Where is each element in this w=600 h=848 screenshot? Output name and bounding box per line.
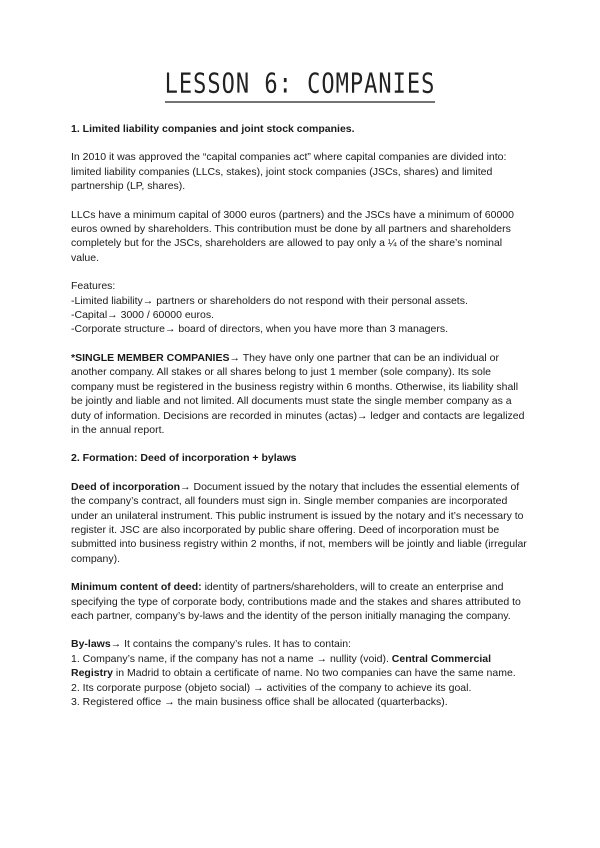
section1-paragraph-2: LLCs have a minimum capital of 3000 euros (partners) and the JSCs have a minimum of 60000 euros owned by shareholders. This contribution must be done by all partners and shareholders completely but for the JSCs, shareholders are allowed to pay only a ¼ of the share’s nominal value. [71,208,514,264]
section1-paragraph-1: In 2010 it was approved the “capital companies act” where capital companies are divided into: limited liability companies (LLCs, stakes), joint stock companies (JSCs, shares) and limited partnership (LP, shares). [71,151,507,193]
single-member-paragraph [71,351,531,437]
central-registry-term: Central Commercial Registry [71,652,491,680]
document-body [71,122,531,709]
bylaws-item-1: 1. Company’s name, if the company has not a name → nullity (void). Central Commercial Registry in Madrid to obtain a certificate of name. No two companies can have the same name. [71,652,516,680]
page-title [0,69,600,100]
bylaws-term: By-laws [71,638,111,651]
section1-heading: 1. Limited liability companies and joint stock companies. [71,123,355,135]
single-member-term: *SINGLE MEMBER COMPANIES [71,351,230,364]
features-label: Features: [71,280,116,293]
feature-item: -Corporate structure→ board of directors, when you have more than 3 managers. [71,323,449,336]
minimum-content-text: identity of partners/shareholders, will to create an enterprise and specifying the type of corporate body, contributions made and the stakes and shares attributed to each partner, company’s by-laws and the identity of the person initially managing the company. [71,581,521,622]
deed-term: Deed of incorporation [71,480,181,493]
deed-text: → Document issued by the notary that includes the essential elements of the company’s contract, all founders must sign in. Single member companies are incorporated under an unilateral instrument. This public instrument is issued by the notary and it’s necessary to register it. JSC are also incorporated by public share offering. Deed of incorporation must be submitted into business registry within 2 months, if not, members will be jointly and liable (irregular company). [71,480,527,565]
minimum-content-term: Minimum content of deed: [71,581,202,594]
single-member-text: → They have only one partner that can be an individual or another company. All stakes or all shares belong to just 1 member (sole company). Its sole company must be registered in the business registry within 6 months. Otherwise, its liability shall be jointly and liable and not limited. All documents must state the single member company as a duty of information. Decisions are recorded in minutes (actas)→ ledger and contacts are legalized in the annual report. [71,351,525,436]
feature-item: -Limited liability→ partners or shareholders do not respond with their personal assets. [71,294,468,307]
minimum-content-paragraph [71,580,531,623]
feature-item: -Capital→ 3000 / 60000 euros. [71,309,215,322]
page-title-text: LESSON 6: COMPANIES [165,69,436,103]
bylaws-item-2: 2. Its corporate purpose (objeto social) → activities of the company to achieve its goal. [71,681,472,694]
bylaws-paragraph [71,637,531,651]
bylaws-item-3: 3. Registered office → the main business office shall be allocated (quarterbacks). [71,696,448,708]
deed-paragraph [71,480,531,566]
bylaws-text: → It contains the company’s rules. It has to contain: [110,638,351,651]
section2-heading: 2. Formation: Deed of incorporation + bylaws [71,452,297,465]
